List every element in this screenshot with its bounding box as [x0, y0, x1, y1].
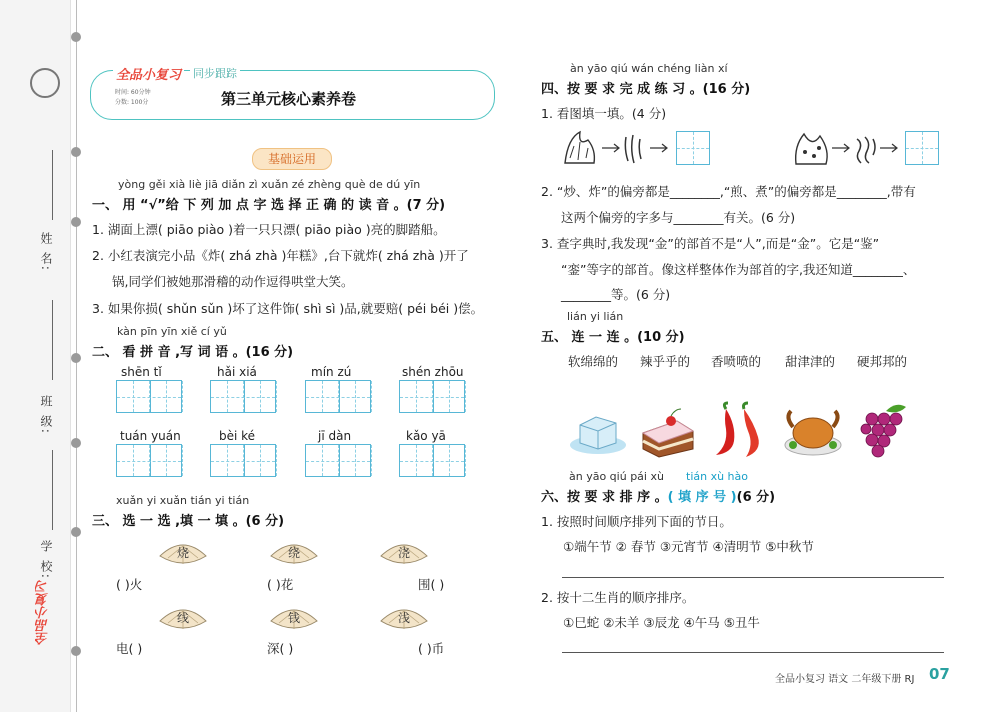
q4-item-3b: “銮”等字的部首。像这样整体作为部首的字,我还知道________、	[561, 262, 916, 277]
school-line	[52, 450, 53, 530]
fan-card: 烧	[156, 538, 210, 568]
q2-word-pinyin: kǎo yā	[406, 429, 446, 443]
q3-heading: 三、 选 一 选 ,填 一 填 。(6 分)	[92, 514, 285, 529]
class-line	[52, 300, 53, 380]
fan-card: 浅	[377, 603, 431, 633]
arrow-icon	[650, 143, 670, 153]
class-label: 班 级:	[39, 395, 53, 435]
q6-item-1-options: ①端午节 ② 春节 ③元宵节 ④清明节 ⑤中秋节	[563, 539, 814, 554]
q2-word-pinyin: tuán yuán	[120, 429, 181, 443]
q4-heading: 四、按 要 求 完 成 练 习 。(16 分)	[541, 82, 751, 97]
fire-pictograph-icon	[560, 128, 600, 168]
writing-grid[interactable]	[305, 444, 371, 477]
q6-heading: 六、按 要 求 排 序 。( 填 序 号 )(6 分)	[541, 490, 776, 505]
q3-blank[interactable]: 深( )	[267, 641, 294, 656]
ice-cube-icon	[566, 403, 630, 457]
school-label: 学 校:	[39, 540, 53, 580]
q2-heading: 二、 看 拼 音 ,写 词 语 。(16 分)	[92, 345, 294, 360]
q2-word-pinyin: mín zú	[311, 365, 352, 379]
brand-logo: 全品小复习	[113, 64, 184, 83]
q1-item-2: 2. 小红表演完小品《炸( zhá zhà )年糕》,台下就炸( zhá zhà )开了	[92, 248, 469, 263]
answer-box[interactable]	[905, 131, 939, 165]
q5-word: 硬邦邦的	[857, 354, 908, 369]
q3-blank[interactable]: ( )火	[116, 577, 143, 592]
q1-pinyin: yòng gěi xià liè jiā diǎn zì xuǎn zé zhèng què de dú yīn	[118, 178, 421, 191]
strip-emblem	[30, 68, 60, 98]
answer-box[interactable]	[676, 131, 710, 165]
q1-item-3: 3. 如果你损( shǔn sǔn )坏了这件饰( shì sì )品,就要赔( péi béi )偿。	[92, 301, 484, 316]
q4-item-2b: 这两个偏旁的字多与________有关。(6 分)	[561, 210, 796, 225]
fan-card: 绕	[267, 538, 321, 568]
fan-card: 线	[156, 603, 210, 633]
hole-dot	[71, 217, 81, 227]
ancient-glyph-icon	[853, 133, 877, 165]
q3-pinyin: xuǎn yi xuǎn tián yi tián	[116, 494, 250, 507]
q6-pinyin-note: tián xù hào	[686, 470, 748, 483]
q2-word-pinyin: hǎi xiá	[217, 365, 257, 379]
q6-pinyin: àn yāo qiú pái xù	[569, 470, 664, 483]
writing-grid[interactable]	[116, 380, 182, 413]
chili-pepper-icon	[706, 401, 774, 459]
q1-item-1: 1. 湖面上漂( piāo piào )着一只只漂( piāo piào )亮的脚踏船。	[92, 222, 446, 237]
name-label: 姓 名:	[39, 232, 53, 272]
cake-icon	[637, 403, 699, 459]
q3-blank[interactable]: ( )花	[267, 577, 294, 592]
hole-dot	[71, 32, 81, 42]
q2-word-pinyin: bèi ké	[219, 429, 256, 443]
q5-word: 辣乎乎的	[640, 354, 691, 369]
q2-word-pinyin: shén zhōu	[402, 365, 464, 379]
arrow-icon	[832, 143, 852, 153]
q5-word: 甜津津的	[785, 354, 836, 369]
fan-card: 钱	[267, 603, 321, 633]
hole-dot	[71, 438, 81, 448]
roast-chicken-icon	[781, 403, 845, 459]
time-label: 时间: 60分钟	[115, 89, 151, 96]
section-pill: 基础运用	[252, 148, 332, 170]
ancient-glyph-icon	[622, 133, 644, 165]
writing-grid[interactable]	[210, 380, 276, 413]
q1-heading: 一、 用 “√”给 下 列 加 点 字 选 择 正 确 的 读 音 。(7 分)	[92, 198, 446, 213]
q4-pinyin: àn yāo qiú wán chéng liàn xí	[570, 62, 728, 75]
writing-grid[interactable]	[116, 444, 182, 477]
strip-brand-logo: 全品小复习	[36, 580, 51, 645]
name-line	[52, 150, 53, 220]
page-title: 第三单元核心素养卷	[221, 90, 357, 108]
q3-blank[interactable]: ( )币	[418, 641, 445, 656]
tag-label: 同步跟踪	[190, 65, 240, 81]
hole-dot	[71, 353, 81, 363]
q6-item-2-options: ①巳蛇 ②未羊 ③辰龙 ④午马 ⑤丑牛	[563, 615, 760, 630]
q6-item-1: 1. 按照时间顺序排列下面的节日。	[541, 514, 732, 529]
q4-item-3c: ________等。(6 分)	[561, 287, 671, 302]
writing-grid[interactable]	[399, 444, 465, 477]
q4-item-1: 1. 看图填一填。(4 分)	[541, 106, 667, 121]
hole-dot	[71, 147, 81, 157]
hole-dot	[71, 646, 81, 656]
footer-text: 全品小复习 语文 二年级下册 RJ	[775, 674, 915, 685]
q5-pinyin: lián yi lián	[567, 310, 624, 323]
score-label: 分数: 100分	[115, 99, 149, 106]
q1-item-2b: 锅,同学们被她那滑稽的动作逗得哄堂大笑。	[112, 274, 354, 289]
answer-line[interactable]	[562, 652, 944, 653]
q2-word-pinyin: jī dàn	[318, 429, 352, 443]
arrow-icon	[880, 143, 900, 153]
q6-item-2: 2. 按十二生肖的顺序排序。	[541, 590, 695, 605]
hole-dot	[71, 527, 81, 537]
arrow-icon	[602, 143, 622, 153]
q3-blank[interactable]: 电( )	[116, 641, 143, 656]
q4-item-2: 2. “炒、炸”的偏旁都是________,“煎、煮”的偏旁都是________,带有	[541, 184, 916, 199]
q5-word: 香喷喷的	[711, 354, 762, 369]
q5-word: 软绵绵的	[568, 354, 619, 369]
q2-word-pinyin: shēn tǐ	[121, 365, 162, 379]
writing-grid[interactable]	[210, 444, 276, 477]
page-number: 07	[929, 665, 950, 683]
q4-item-3: 3. 查字典时,我发现“金”的部首不是“人”,而是“金”。它是“鉴”	[541, 236, 880, 251]
writing-grid[interactable]	[305, 380, 371, 413]
water-pictograph-icon	[790, 128, 832, 168]
q5-heading: 五、 连 一 连 。(10 分)	[541, 330, 685, 345]
fan-card: 浇	[377, 538, 431, 568]
grapes-icon	[856, 401, 912, 459]
writing-grid[interactable]	[399, 380, 465, 413]
answer-line[interactable]	[562, 577, 944, 578]
q2-pinyin: kàn pīn yīn xiě cí yǔ	[117, 325, 227, 338]
q3-blank[interactable]: 围( )	[418, 577, 445, 592]
